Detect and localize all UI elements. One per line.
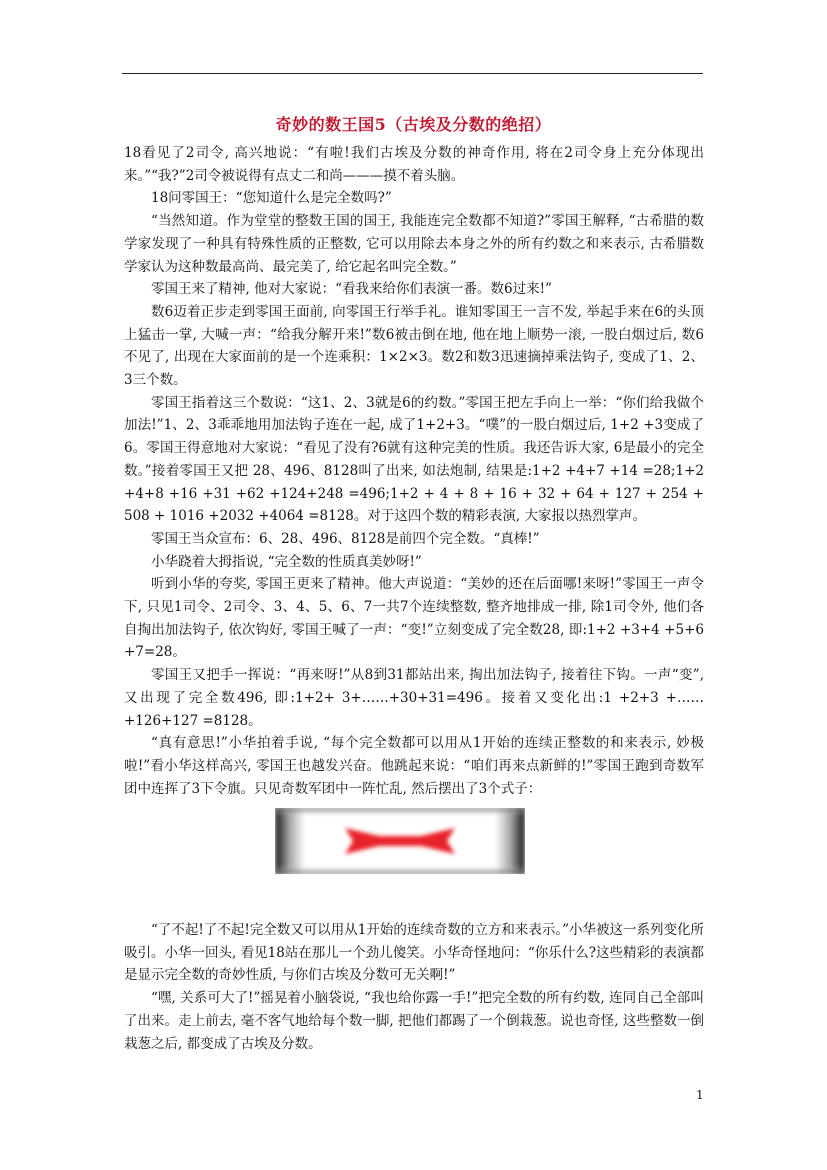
paragraph: “当然知道。作为堂堂的整数王国的国王, 我能连完全数都不知道?”零国王解释, “古希腊的数学家发现了一种具有特殊性质的正整数, 它可以用除去本身之外的所有约数之和来表示, 古希腊数学家认为这种数最高尚、最完美了, 给它起名叫完全数。” bbox=[124, 213, 704, 275]
paragraph: “嘿, 关系可大了!”摇晃着小脑袋说, “我也给你露一手!”把完全数的所有约数, 连同自己全部叫了出来。走上前去, 毫不客气地给每个数一脚, 把他们都踢了一个倒栽葱。说也奇怪, 这些整数一倒栽葱之后, 都变成了古埃及分数。 bbox=[124, 990, 704, 1052]
paragraph: 数6迈着正步走到零国王面前, 向零国王行举手礼。谁知零国王一言不发, 举起手来在6的头顶上猛击一掌, 大喊一声：“给我分解开来!”数6被击倒在地, 他在地上顺势一滚, 一股白烟过后, 数6不见了, 出现在大家面前的是一个连乘积：1×2×3。数2和数3迅速摘掉乘法钩子, 变成了1、2、3三个数。 bbox=[124, 303, 704, 389]
body-text bbox=[124, 142, 704, 800]
header-rule bbox=[122, 73, 703, 74]
paragraph: “了不起!了不起!完全数又可以用从1开始的连续奇数的立方和来表示。”小华被这一系列变化所吸引。小华一回头, 看见18站在那儿一个劲儿傻笑。小华奇怪地问：“你乐什么?这些精彩的表演都是显示完全数的奇妙性质, 与你们古埃及分数可无关啊!” bbox=[124, 922, 704, 984]
page-title: 奇妙的数王国5（古埃及分数的绝招） bbox=[275, 115, 552, 134]
paragraph: 零国王当众宣布：6、28、496、8128是前四个完全数。“真棒!” bbox=[151, 530, 540, 547]
paragraph: 18问零国王：“您知道什么是完全数吗?” bbox=[151, 190, 392, 207]
page-number: 1 bbox=[696, 1088, 704, 1102]
paragraph: 小华跷着大拇指说, “完全数的性质真美妙呀!” bbox=[151, 553, 422, 570]
paragraph: “真有意思!”小华拍着手说, “每个完全数都可以用从1开始的连续正整数的和来表示, 妙极啦!”看小华这样高兴, 零国王也越发兴奋。他跳起来说：“咱们再来点新鲜的!”零国王跑到奇数军团中连挥了3下令旗。只见奇数军团中一阵忙乱, 然后摆出了3个式子： bbox=[124, 735, 704, 797]
body-text-continued bbox=[124, 919, 704, 1055]
paragraph: 零国王指着这三个数说：“这1、2、3就是6的约数。”零国王把左手向上一举：“你们给我做个加法!”1、2、3乖乖地用加法钩子连在一起, 成了1+2+3。“噗”的一股白烟过后, 1+2 +3变成了6。零国王得意地对大家说：“看见了没有?6就有这种完美的性质。我还告诉大家, 6是最小的完全数。”接着零国王又把 28、496、8128叫了出来, 如法炮制, 结果是:1+2 +4+7 +14 =28;1+2 +4+8 +16 +31 +62 +124+248 =496;1+2 + 4 + 8 + 16 + 32 + 64 + 127 + 254 + 508 + 1016 +2032 +4064 =8128。对于这四个数的精彩表演, 大家报以热烈掌声。 bbox=[124, 394, 704, 525]
broken-image-icon bbox=[275, 808, 525, 874]
paragraph: 听到小华的夸奖, 零国王更来了精神。他大声说道：“美妙的还在后面哪!来呀!”零国王一声令下, 只见1司令、2司令、3、4、5、6、7一共7个连续整数, 整齐地排成一排, 除1司令外, 他们各自掏出加法钩子, 依次钩好, 零国王喊了一声：“变!”立刻变成了完全数28, 即:1+2 +3+4 +5+6 +7=28。 bbox=[124, 576, 704, 661]
paragraph: 零国王来了精神, 他对大家说：“看我来给你们表演一番。数6过来!” bbox=[151, 281, 552, 298]
paragraph: 零国王又把手一挥说：“再来呀!”从8到31都站出来, 掏出加法钩子, 接着往下钩。一声“变”, 又出现了完全数496, 即:1+2+ 3+……+30+31=496。接着又变化出:1 +2+3 +……+126+127 =8128。 bbox=[124, 667, 704, 729]
paragraph: 18看见了2司令, 高兴地说：“有啦!我们古埃及分数的神奇作用, 将在2司令身上充分体现出来。”“我?”2司令被说得有点丈二和尚———摸不着头脑。 bbox=[124, 145, 704, 184]
